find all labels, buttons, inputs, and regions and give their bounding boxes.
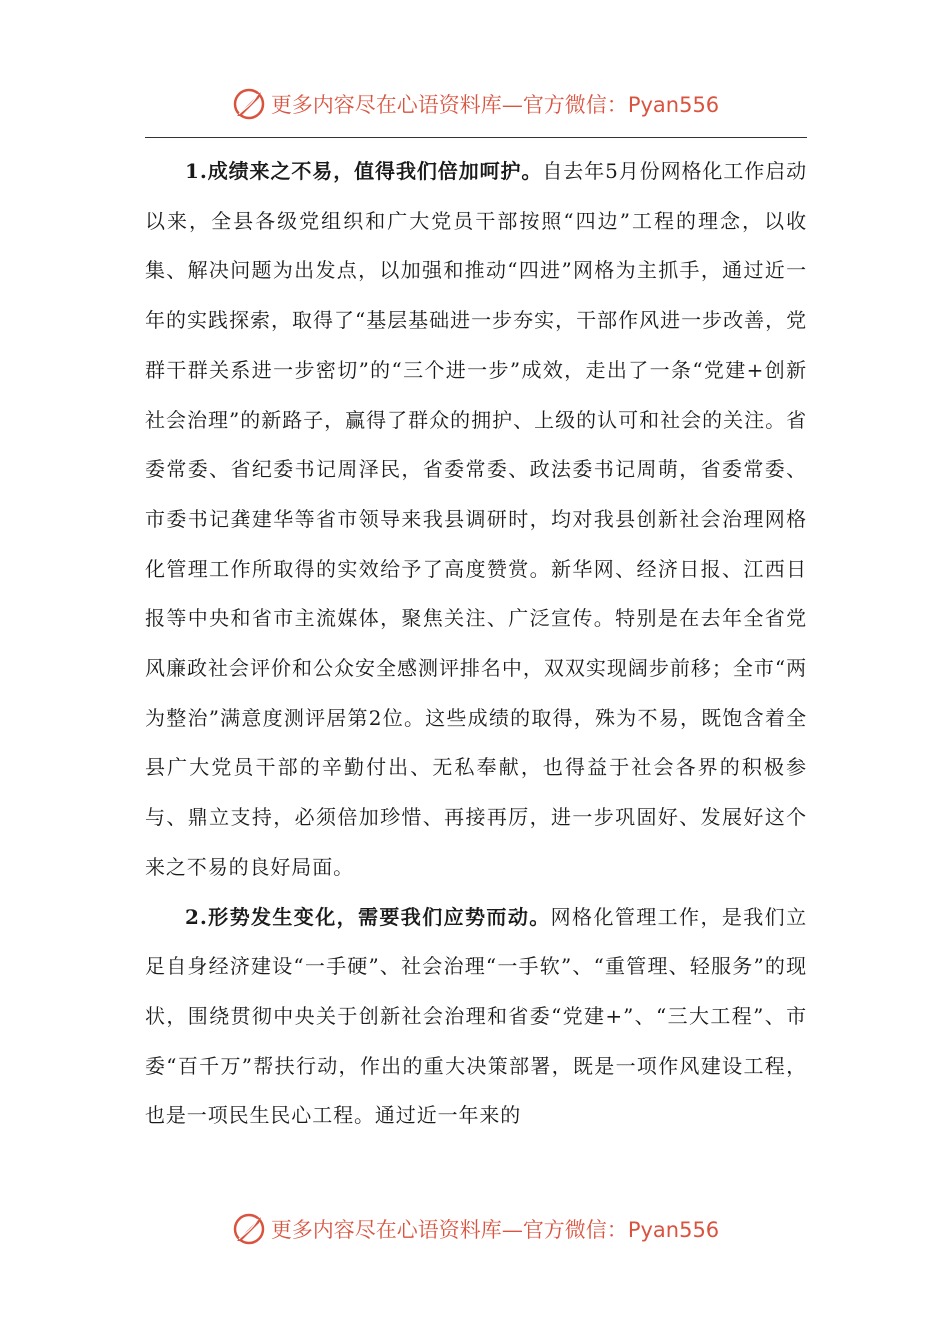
pen-logo-icon [231, 1211, 267, 1247]
header-divider [145, 137, 807, 138]
paragraph-2 [145, 893, 807, 1142]
pen-logo-icon [231, 86, 267, 122]
paragraph-2-body: 网格化管理工作，是我们立足自身经济建设“一手硬”、社会治理“一手软”、“重管理、轻服务”的现状，围绕贯彻中央关于创新社会治理和省委“党建+”、“三大工程”、市委“百千万”帮扶行动，作出的重大决策部署，既是一项作风建设工程，也是一项民生民心工程。通过近一年来的 [145, 904, 807, 1128]
page-footer-banner [0, 1209, 950, 1249]
paragraph-1-lead: 1.成绩来之不易，值得我们倍加呵护。 [185, 159, 543, 183]
paragraph-1-body: 自去年5月份网格化工作启动以来，全县各级党组织和广大党员干部按照“四边”工程的理念，以收集、解决问题为出发点，以加强和推动“四进”网格为主抓手，通过近一年的实践探索，取得了“基层基础进一步夯实，干部作风进一步改善，党群干群关系进一步密切”的“三个进一步”成效，走出了一条“党建+创新社会治理”的新路子，赢得了群众的拥护、上级的认可和社会的关注。省委常委、省纪委书记周泽民，省委常委、政法委书记周萌，省委常委、市委书记龚建华等省市领导来我县调研时，均对我县创新社会治理网格化管理工作所取得的实效给予了高度赞赏。新华网、经济日报、江西日报等中央和省市主流媒体，聚焦关注、广泛宣传。特别是在去年全省党风廉政社会评价和公众安全感测评排名中，双双实现阔步前移；全市“两为整治”满意度测评居第2位。这些成绩的取得，殊为不易，既饱含着全县广大党员干部的辛勤付出、无私奉献，也得益于社会各界的积极参与、鼎立支持，必须倍加珍惜、再接再厉，进一步巩固好、发展好这个来之不易的良好局面。 [145, 159, 807, 879]
paragraph-1 [145, 147, 807, 893]
header-banner-text: 更多内容尽在心语资料库—官方微信：Pyan556 [270, 93, 720, 117]
footer-banner-text: 更多内容尽在心语资料库—官方微信：Pyan556 [270, 1218, 720, 1242]
paragraph-2-lead: 2.形势发生变化，需要我们应势而动。 [185, 904, 551, 929]
page-header-banner [0, 84, 950, 124]
document-body [145, 147, 807, 1141]
